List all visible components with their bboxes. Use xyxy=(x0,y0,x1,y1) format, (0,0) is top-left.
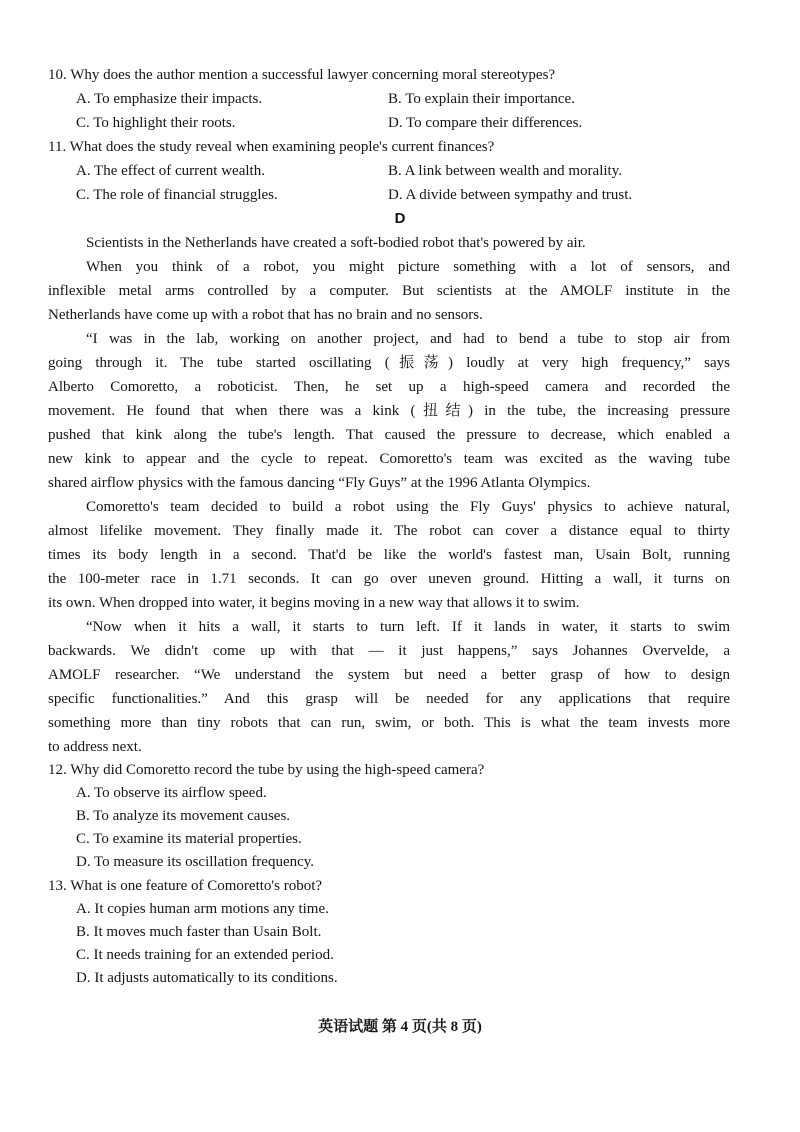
passage-line: pushed that kink along the tube's length. That caused the pressure to decrease, which enabled a xyxy=(48,427,730,443)
q11-option-b: B. A link between wealth and morality. xyxy=(388,163,622,179)
passage-line: times its body length in a second. That'd be like the world's fastest man, Usain Bolt, running xyxy=(48,547,730,563)
section-heading: D xyxy=(394,210,406,227)
passage-line: backwards. We didn't come up with that — it just happens,” says Johannes Overvelde, a xyxy=(48,643,730,659)
passage-line: going through it. The tube started oscillating (振荡) loudly at very high frequency,” says xyxy=(48,355,730,371)
q13-option-c: C. It needs training for an extended period. xyxy=(76,947,334,963)
passage-line: almost lifelike movement. They finally made it. The robot can cover a distance equal to thirty xyxy=(48,523,730,539)
passage-line: When you think of a robot, you might picture something with a lot of sensors, and xyxy=(86,259,730,275)
q11-option-d: D. A divide between sympathy and trust. xyxy=(388,187,633,203)
q13-stem: 13. What is one feature of Comoretto's robot? xyxy=(48,878,323,894)
q11-option-c: C. The role of financial struggles. xyxy=(76,187,278,203)
passage-line: AMOLF researcher. “We understand the system but need a better grasp of how to design xyxy=(48,667,730,683)
passage-line: new kink to appear and the cycle to repeat. Comoretto's team was excited as the waving tube xyxy=(48,451,730,467)
passage-line: “I was in the lab, working on another project, and had to bend a tube to stop air from xyxy=(86,331,730,347)
q12-stem: 12. Why did Comoretto record the tube by using the high-speed camera? xyxy=(48,762,485,778)
passage-line: the 100-meter race in 1.71 seconds. It can go over uneven ground. Hitting a wall, it turns on xyxy=(48,571,730,587)
passage-line: shared airflow physics with the famous dancing “Fly Guys” at the 1996 Atlanta Olympics. xyxy=(48,475,591,491)
passage-line: movement. He found that when there was a kink (扭结) in the tube, the increasing pressure xyxy=(48,403,730,419)
passage-line: Scientists in the Netherlands have created a soft-bodied robot that's powered by air. xyxy=(86,235,586,251)
passage-line: inflexible metal arms controlled by a computer. But scientists at the AMOLF institute in the xyxy=(48,283,730,299)
passage-line: Netherlands have come up with a robot that has no brain and no sensors. xyxy=(48,307,483,323)
page-footer: 英语试题 第 4 页(共 8 页) xyxy=(318,1019,482,1035)
passage-line: Alberto Comoretto, a roboticist. Then, he set up a high-speed camera and recorded the xyxy=(48,379,730,395)
q12-option-c: C. To examine its material properties. xyxy=(76,831,302,847)
passage-line: Comoretto's team decided to build a robot using the Fly Guys' physics to achieve natural, xyxy=(86,499,730,515)
q10-stem: 10. Why does the author mention a successful lawyer concerning moral stereotypes? xyxy=(48,67,556,83)
q13-option-d: D. It adjusts automatically to its conditions. xyxy=(76,970,338,986)
passage-line: something more than tiny robots that can run, swim, or both. This is what the team invests more xyxy=(48,715,730,731)
passage-line: “Now when it hits a wall, it starts to turn left. If it lands in water, it starts to swim xyxy=(86,619,730,635)
q12-option-b: B. To analyze its movement causes. xyxy=(76,808,291,824)
q10-option-a: A. To emphasize their impacts. xyxy=(76,91,263,107)
q10-option-d: D. To compare their differences. xyxy=(388,115,583,131)
q11-stem: 11. What does the study reveal when examining people's current finances? xyxy=(48,139,495,155)
q10-option-c: C. To highlight their roots. xyxy=(76,115,236,131)
q10-option-b: B. To explain their importance. xyxy=(388,91,575,107)
q12-option-d: D. To measure its oscillation frequency. xyxy=(76,854,315,870)
passage-line: to address next. xyxy=(48,739,142,755)
q12-option-a: A. To observe its airflow speed. xyxy=(76,785,267,801)
passage-line: its own. When dropped into water, it begins moving in a new way that allows it to swim. xyxy=(48,595,580,611)
q13-option-b: B. It moves much faster than Usain Bolt. xyxy=(76,924,322,940)
passage-line: specific functionalities.” And this grasp will be needed for any applications that require xyxy=(48,691,730,707)
q13-option-a: A. It copies human arm motions any time. xyxy=(76,901,329,917)
q11-option-a: A. The effect of current wealth. xyxy=(76,163,265,179)
